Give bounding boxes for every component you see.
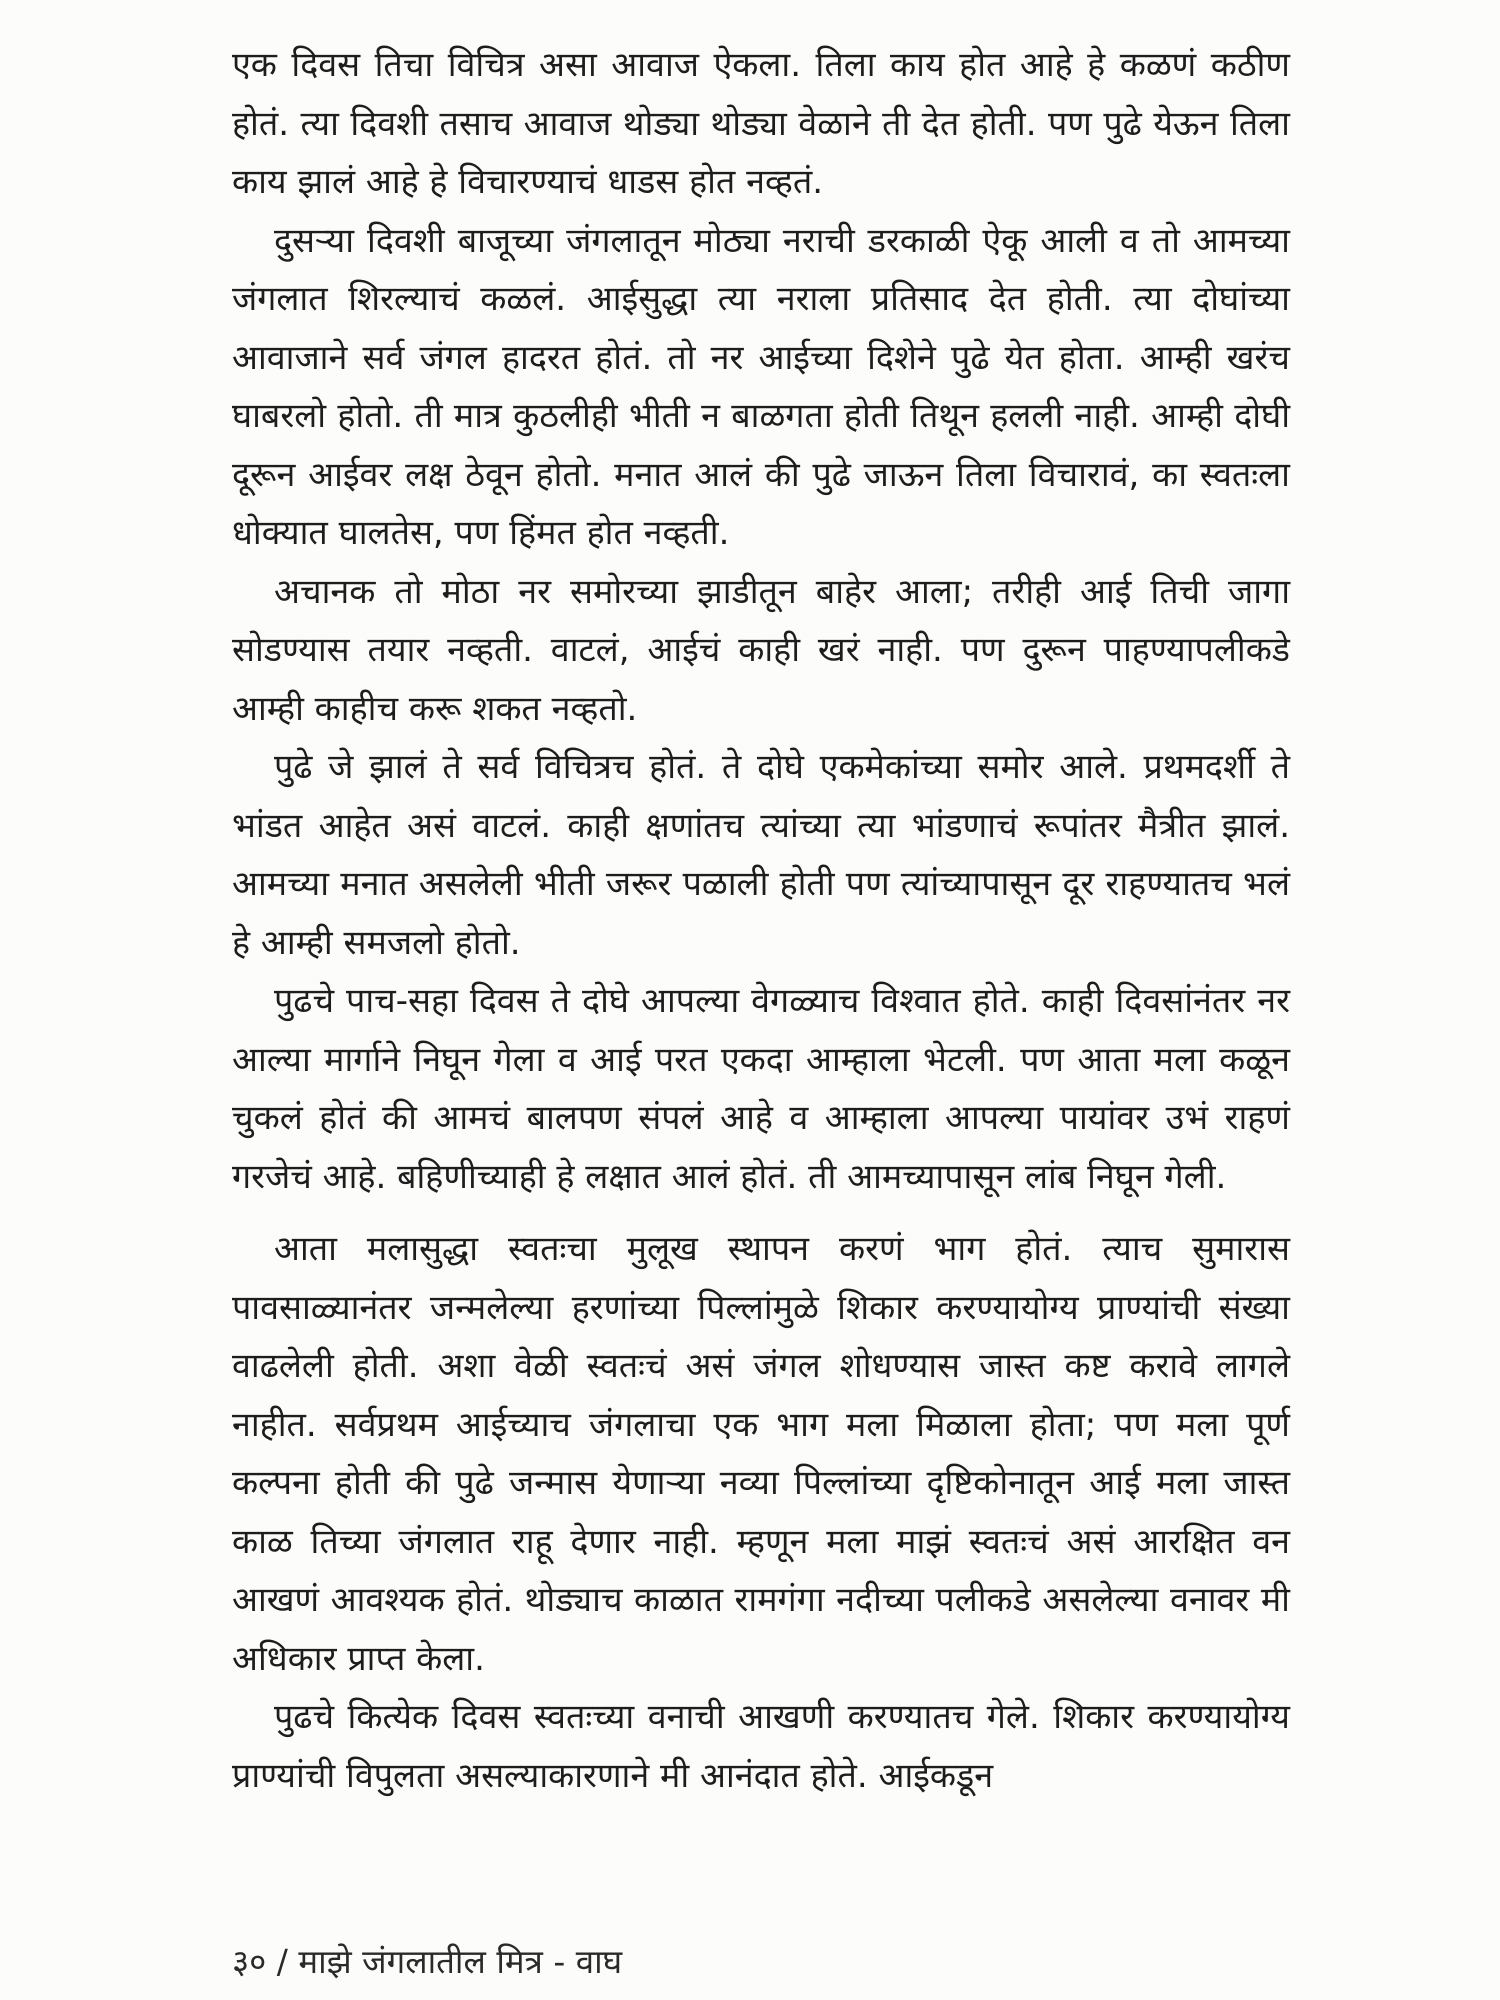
paragraph-1: एक दिवस तिचा विचित्र असा आवाज ऐकला. तिला काय होत आहे हे कळणं कठीण होतं. त्या दिवशी तसाच आवाज थोड्या थोड्या वेळाने ती देत होती. पण पुढे येऊन तिला काय झालं आहे हे विचारण्याचं धाडस होत नव्हतं. (232, 45, 1290, 202)
paragraph-2: दुसऱ्या दिवशी बाजूच्या जंगलातून मोठ्या नराची डरकाळी ऐकू आली व तो आमच्या जंगलात शिरल्याचं कळलं. आईसुद्धा त्या नराला प्रतिसाद देत होती. त्या दोघांच्या आवाजाने सर्व जंगल हादरत होतं. तो नर आईच्या दिशेने पुढे येत होता. आम्ही खरंच घाबरलो होतो. ती मात्र कुठलीही भीती न बाळगता होती तिथून हलली नाही. आम्ही दोघी दूरून आईवर लक्ष ठेवून होतो. मनात आलं की पुढे जाऊन तिला विचारावं, का स्वतःला धोक्यात घालतेस, पण हिंमत होत नव्हती. (232, 220, 1290, 553)
paragraph-7: पुढचे कित्येक दिवस स्वतःच्या वनाची आखणी करण्यातच गेले. शिकार करण्यायोग्य प्राण्यांची विपुलता असल्याकारणाने मी आनंदात होते. आईकडून (232, 1697, 1290, 1796)
paragraph-5: पुढचे पाच-सहा दिवस ते दोघे आपल्या वेगळ्याच विश्वात होते. काही दिवसांनंतर नर आल्या मार्गाने निघून गेला व आई परत एकदा आम्हाला भेटली. पण आता मला कळून चुकलं होतं की आमचं बालपण संपलं आहे व आम्हाला आपल्या पायांवर उभं राहणं गरजेचं आहे. बहिणीच्याही हे लक्षात आलं होतं. ती आमच्यापासून लांब निघून गेली. (232, 981, 1290, 1197)
paragraph-4: पुढे जे झालं ते सर्व विचित्रच होतं. ते दोघे एकमेकांच्या समोर आले. प्रथमदर्शी ते भांडत आहेत असं वाटलं. काही क्षणांतच त्यांच्या त्या भांडणाचं रूपांतर मैत्रीत झालं. आमच्या मनात असलेली भीती जरूर पळाली होती पण त्यांच्यापासून दूर राहण्यातच भलं हे आम्ही समजलो होतो. (232, 747, 1290, 963)
paragraph-3: अचानक तो मोठा नर समोरच्या झाडीतून बाहेर आला; तरीही आई तिची जागा सोडण्यास तयार नव्हती. वाटलं, आईचं काही खरं नाही. पण दुरून पाहण्यापलीकडे आम्ही काहीच करू शकत नव्हतो. (232, 571, 1290, 729)
paragraph-6: आता मलासुद्धा स्वतःचा मुलूख स्थापन करणं भाग होतं. त्याच सुमारास पावसाळ्यानंतर जन्मलेल्या हरणांच्या पिल्लांमुळे शिकार करण्यायोग्य प्राण्यांची संख्या वाढलेली होती. अशा वेळी स्वतःचं असं जंगल शोधण्यास जास्त कष्ट करावे लागले नाहीत. सर्वप्रथम आईच्याच जंगलाचा एक भाग मला मिळाला होता; पण मला पूर्ण कल्पना होती की पुढे जन्मास येणाऱ्या नव्या पिल्लांच्या दृष्टिकोनातून आई मला जास्त काळ तिच्या जंगलात राहू देणार नाही. म्हणून मला माझं स्वतःचं असं आरक्षित वन आखणं आवश्यक होतं. थोड्याच काळात रामगंगा नदीच्या पलीकडे असलेल्या वनावर मी अधिकार प्राप्त केला. (232, 1229, 1290, 1679)
page-footer: ३० / माझे जंगलातील मित्र - वाघ (232, 1942, 623, 1981)
body-text (232, 36, 1290, 1805)
